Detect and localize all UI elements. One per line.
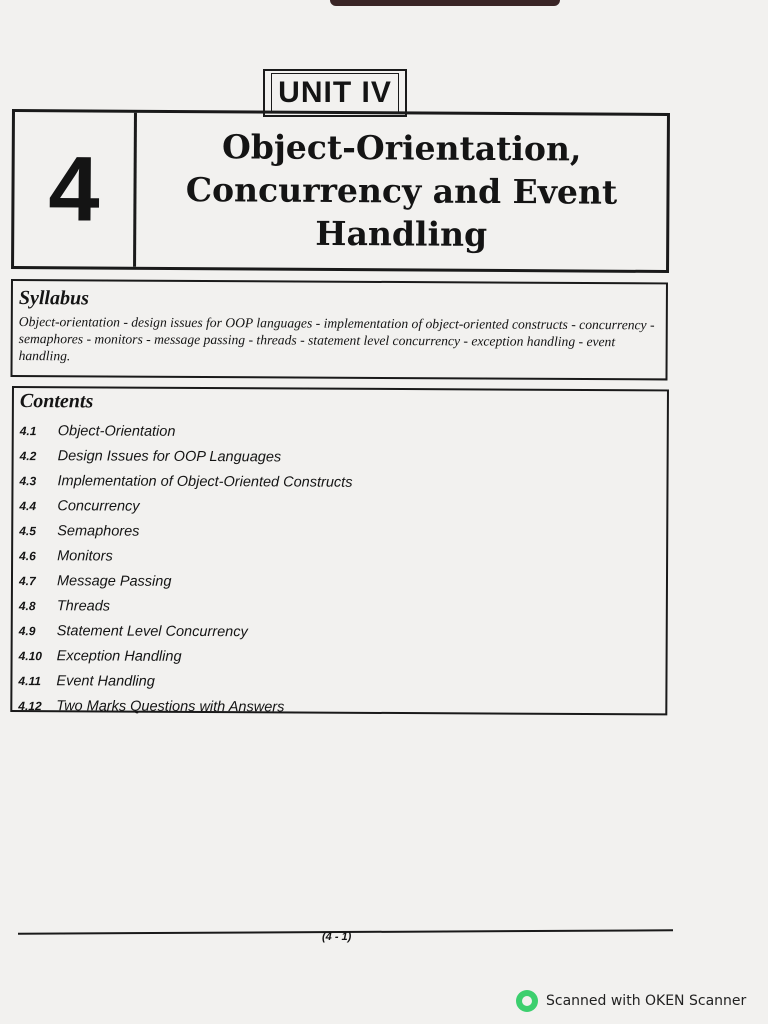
chapter-number: 4 — [48, 138, 100, 241]
contents-list — [18, 418, 661, 721]
contents-item-title: Semaphores — [57, 522, 140, 540]
chapter-number-cell — [14, 112, 137, 267]
contents-heading: Contents — [19, 390, 94, 413]
scanner-watermark — [516, 990, 746, 1012]
page-edge-shadow — [330, 0, 560, 6]
contents-item[interactable] — [19, 493, 660, 521]
contents-item-title: Concurrency — [57, 497, 140, 515]
chapter-header-box — [11, 109, 670, 273]
contents-item-title: Object-Orientation — [57, 422, 176, 440]
contents-item[interactable] — [19, 618, 660, 646]
contents-item-number: 4.9 — [18, 623, 36, 638]
page-number: (4 - 1) — [322, 931, 352, 943]
contents-item-number: 4.4 — [19, 498, 37, 513]
contents-item-number: 4.7 — [18, 573, 36, 588]
contents-item-number: 4.12 — [18, 698, 42, 713]
contents-item-number: 4.10 — [18, 648, 42, 663]
contents-item-title: Design Issues for OOP Languages — [57, 447, 282, 465]
syllabus-heading: Syllabus — [18, 287, 89, 310]
contents-item-title: Monitors — [57, 547, 113, 565]
contents-item[interactable] — [19, 593, 660, 621]
contents-item-title: Two Marks Questions with Answers — [56, 697, 285, 715]
contents-item-number: 4.11 — [18, 673, 41, 688]
contents-item-number: 4.1 — [19, 423, 37, 438]
scanner-logo-icon — [516, 990, 538, 1012]
contents-item-number: 4.8 — [18, 598, 36, 613]
syllabus-text: Object-orientation - design issues for OOP languages - implementation of object-oriented constructs - concurrency - semaphores - monitors - message passing - threads - statement level concurrency - exception handling - event handling. — [18, 314, 655, 364]
contents-item-number: 4.3 — [19, 473, 37, 488]
contents-item-number: 4.5 — [19, 523, 36, 538]
contents-item[interactable] — [19, 643, 660, 671]
contents-item[interactable] — [18, 668, 659, 696]
contents-item-title: Event Handling — [56, 672, 155, 690]
contents-item[interactable] — [18, 693, 659, 721]
contents-item[interactable] — [19, 468, 660, 496]
contents-item-title: Threads — [56, 597, 111, 615]
chapter-title-line: Handling — [315, 213, 488, 254]
contents-item[interactable] — [19, 518, 660, 546]
chapter-title-line: Concurrency and Event — [185, 170, 618, 212]
contents-item-title: Implementation of Object-Oriented Constructs — [57, 472, 353, 491]
contents-item[interactable] — [19, 568, 660, 596]
contents-item[interactable] — [20, 418, 661, 446]
contents-item-title: Exception Handling — [56, 647, 182, 665]
contents-item[interactable] — [20, 443, 661, 471]
syllabus-box — [10, 279, 668, 380]
contents-item[interactable] — [19, 543, 660, 571]
chapter-title — [136, 125, 667, 257]
contents-item-title: Statement Level Concurrency — [56, 622, 248, 640]
contents-item-number: 4.2 — [19, 448, 37, 463]
contents-item-number: 4.6 — [19, 548, 36, 563]
contents-box — [10, 386, 669, 715]
scanner-watermark-text: Scanned with OKEN Scanner — [546, 993, 747, 1009]
unit-label: UNIT IV — [271, 73, 399, 113]
chapter-title-line: Object-Orientation, — [221, 127, 582, 169]
contents-item-title: Message Passing — [56, 572, 172, 590]
